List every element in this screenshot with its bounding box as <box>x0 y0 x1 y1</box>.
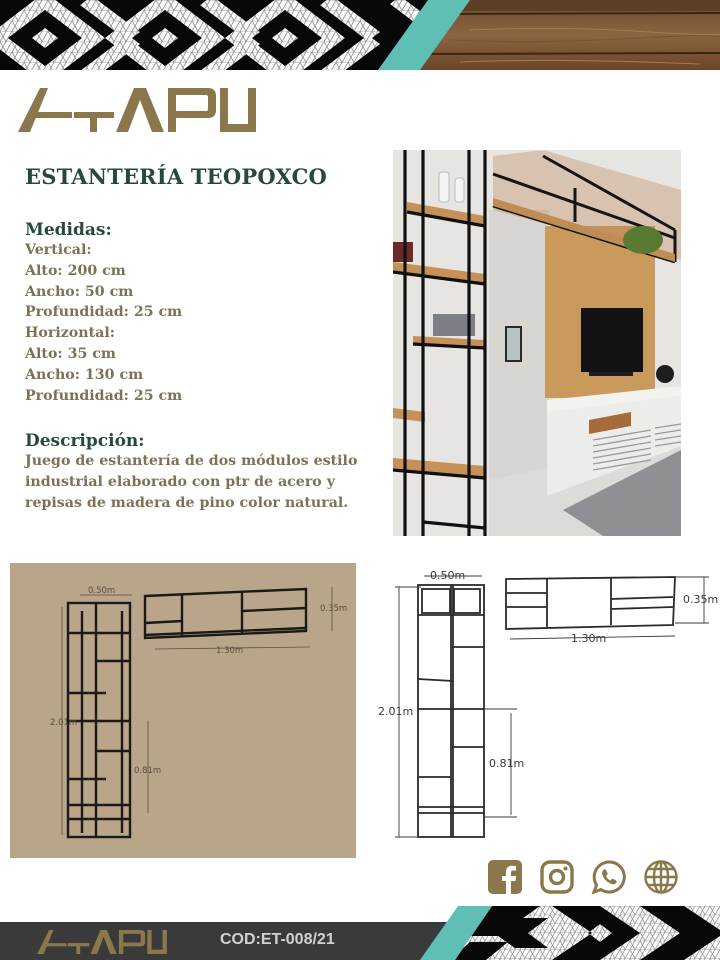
kraft-label-width-horizontal: 1.30m <box>216 646 244 656</box>
instagram-icon[interactable] <box>539 859 575 895</box>
shelf-dimension-line-drawing <box>375 563 720 843</box>
description-section <box>25 431 385 513</box>
measure-group-horizontal: Horizontal: <box>25 325 115 342</box>
measures-section <box>25 220 385 406</box>
measure-group-vertical: Vertical: <box>25 242 92 258</box>
measure-vertical-width: Ancho: 50 cm <box>25 283 134 300</box>
line-label-inner-height: 0.81m <box>489 757 525 770</box>
brand-logo <box>16 86 258 134</box>
social-links <box>487 859 679 897</box>
measure-horizontal-height: Alto: 35 cm <box>25 345 116 362</box>
line-label-width-horizontal: 1.30m <box>571 632 607 645</box>
measure-horizontal-depth: Profundidad: 25 cm <box>25 387 183 404</box>
description-heading: Descripción: <box>25 431 145 451</box>
kraft-label-height-horizontal: 0.35m <box>320 604 348 614</box>
footer <box>0 906 720 960</box>
footer-atapu-logo <box>36 928 168 956</box>
kraft-label-width-vertical: 0.50m <box>88 586 116 596</box>
measure-horizontal-width: Ancho: 130 cm <box>25 366 144 383</box>
shelf-interior-illustration <box>393 150 681 536</box>
line-label-height-horizontal: 0.35m <box>683 593 719 606</box>
globe-icon[interactable] <box>643 859 679 895</box>
atapu-logotype <box>16 86 258 134</box>
sketch-kraft-drawing <box>10 563 356 858</box>
product-title: ESTANTERÍA TEOPOXCO <box>25 164 328 189</box>
whatsapp-icon[interactable] <box>591 859 627 895</box>
measure-vertical-depth: Profundidad: 25 cm <box>25 304 183 321</box>
measures-heading: Medidas: <box>25 220 112 240</box>
product-code: COD:ET-008/21 <box>220 931 335 948</box>
facebook-icon[interactable] <box>487 859 523 895</box>
line-label-height-vertical: 2.01m <box>378 705 414 718</box>
kraft-label-inner-height: 0.81m <box>134 766 162 776</box>
sketch-line-drawing <box>375 563 720 843</box>
description-text: Juego de estantería de dos módulos estilo industrial elaborado con ptr de acero y repisas de madera de pino color natural. <box>25 453 358 511</box>
kraft-label-height-vertical: 2.01m <box>50 718 78 728</box>
decorative-pattern-banner <box>0 0 720 70</box>
measure-vertical-height: Alto: 200 cm <box>25 262 126 279</box>
product-photo <box>393 150 681 536</box>
top-banner <box>0 0 720 70</box>
shelf-dimension-sketch <box>10 563 356 858</box>
line-label-width-vertical: 0.50m <box>430 569 466 582</box>
